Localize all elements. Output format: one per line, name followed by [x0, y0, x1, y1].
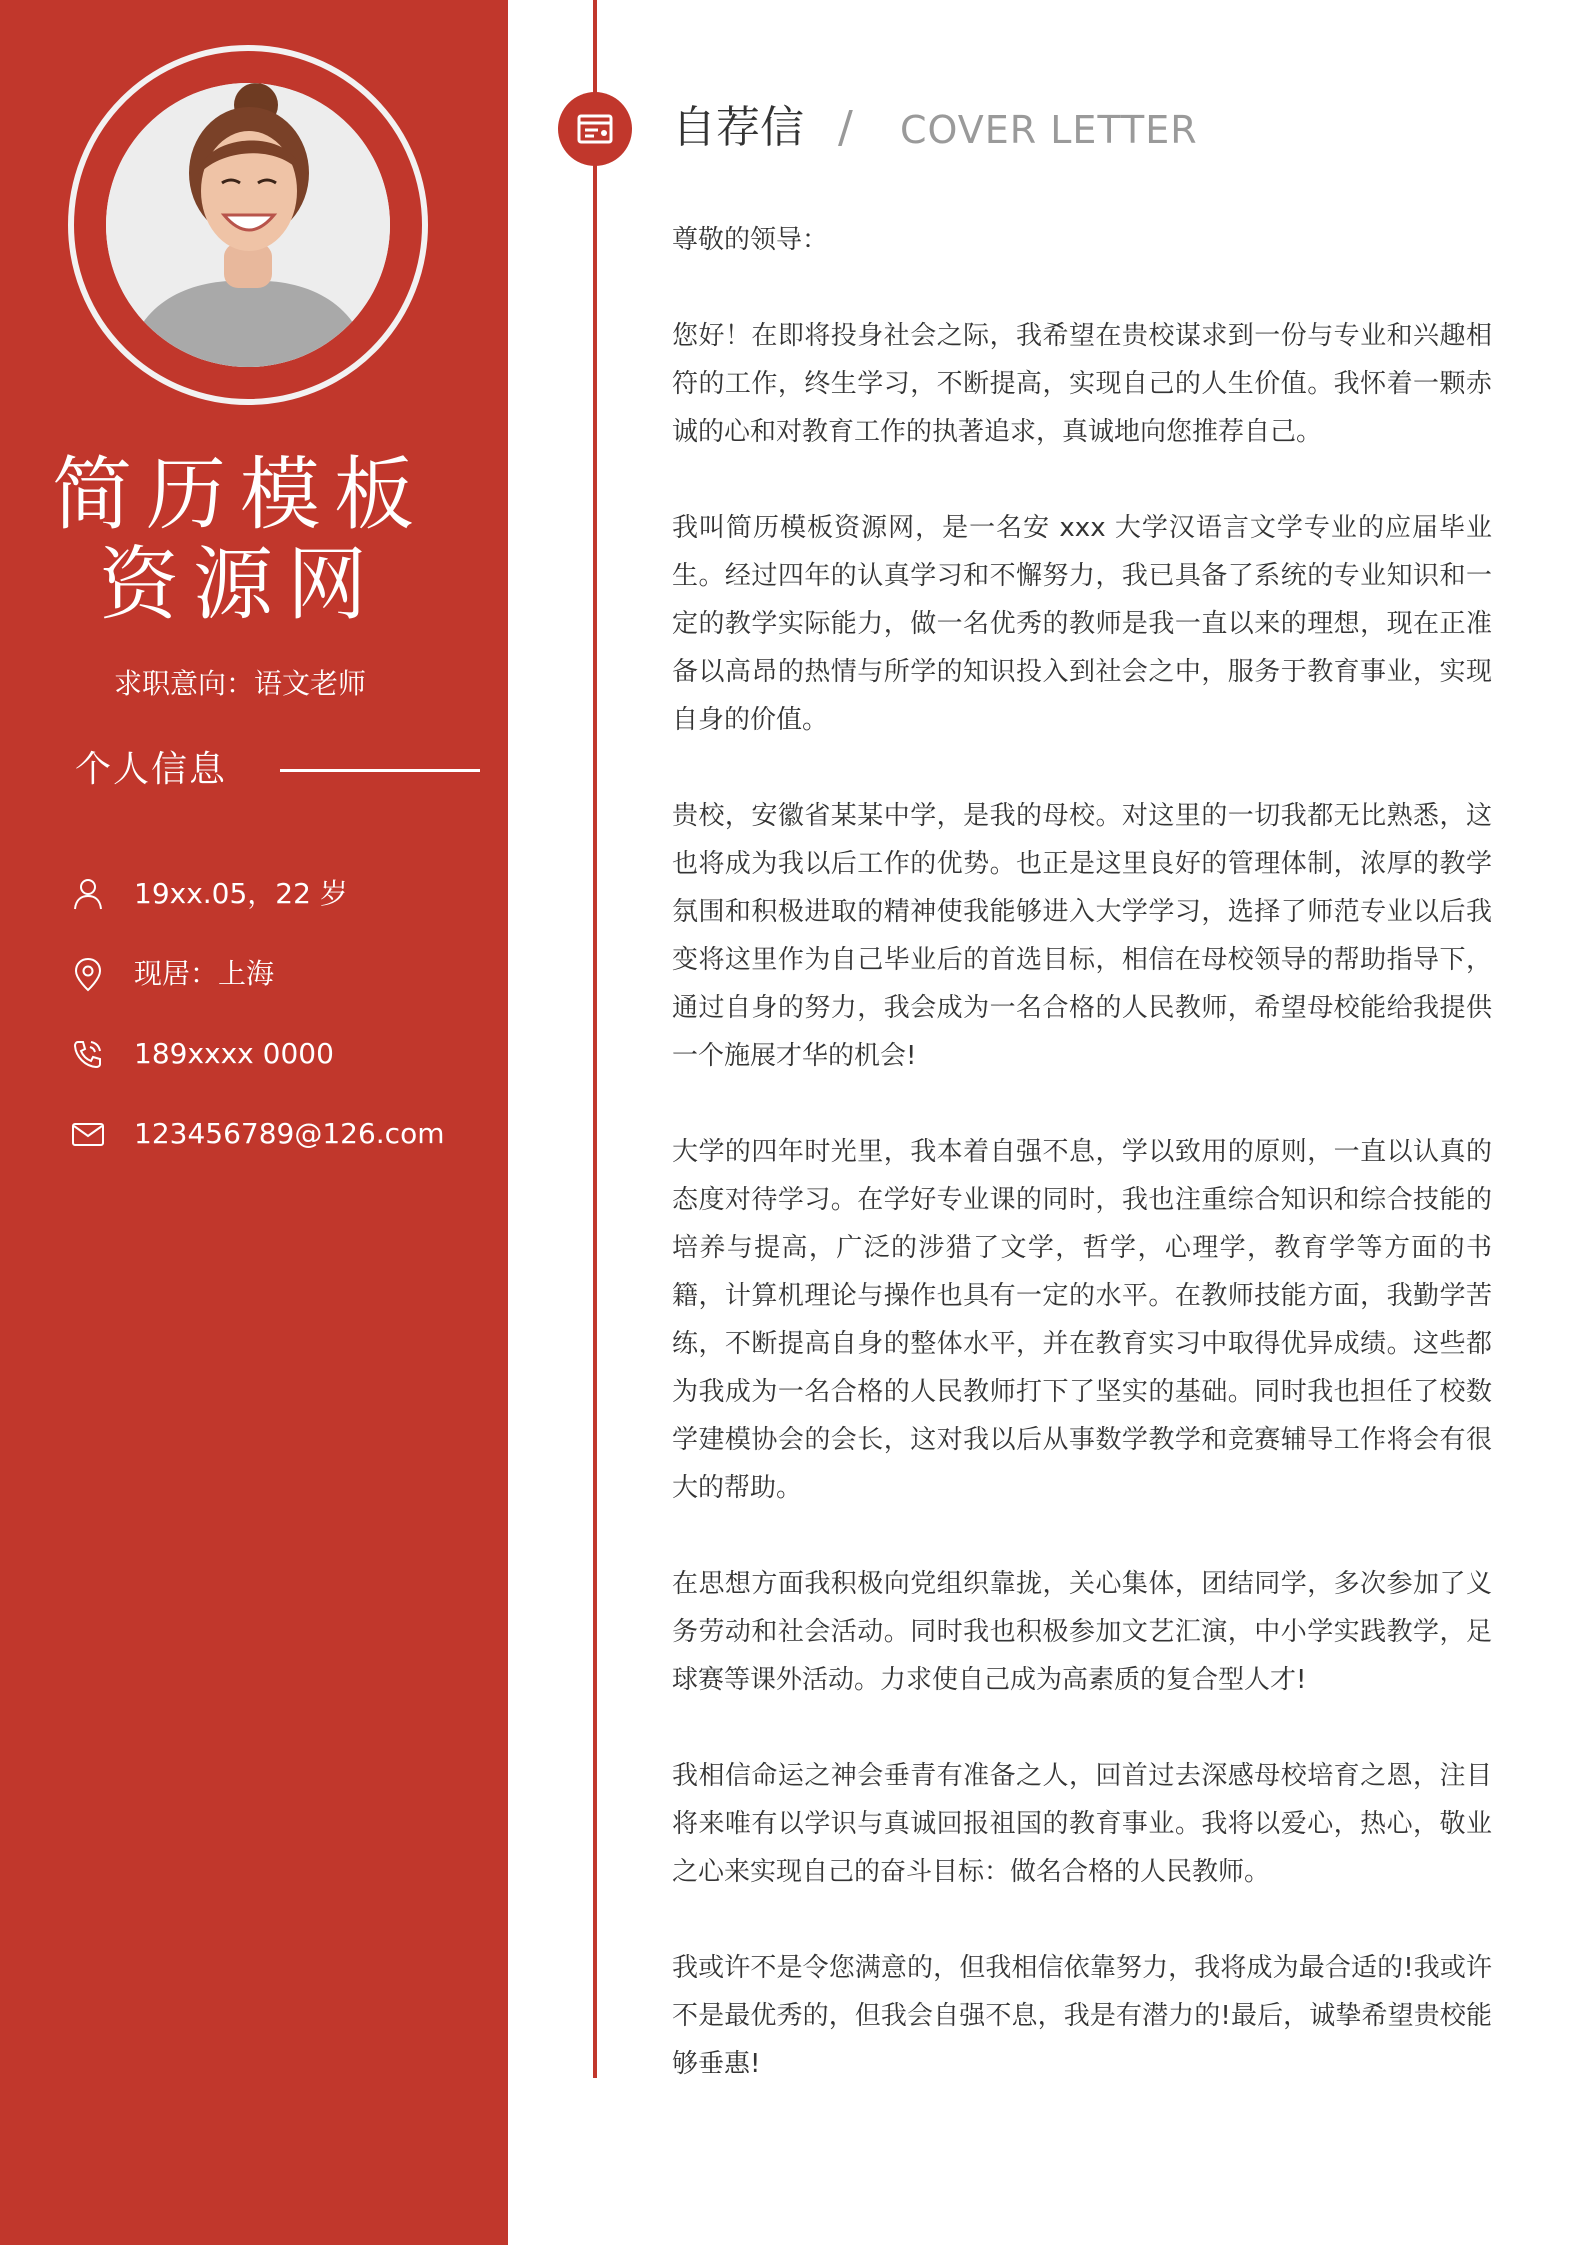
section-divider [280, 769, 480, 772]
letter-paragraph: 我叫简历模板资源网，是一名安 xxx 大学汉语言文学专业的应届毕业生。经过四年的认真学习和不懈努力，我已具备了系统的专业知识和一定的教学实际能力，做一名优秀的教师是我一直以来的理想，现在正准备以高昂的热情与所学的知识投入到社会之中，服务于教育事业，实现自身的价值。 [672, 513, 1492, 735]
document-icon [558, 92, 632, 166]
letter-greeting: 尊敬的领导： [672, 225, 829, 255]
mail-icon [70, 1116, 106, 1152]
user-icon [70, 876, 106, 912]
letter-paragraph: 在思想方面我积极向党组织靠拢，关心集体，团结同学，多次参加了义务劳动和社会活动。同时我也积极参加文艺汇演，中小学实践教学，足球赛等课外活动。力求使自己成为高素质的复合型人才! [672, 1569, 1492, 1695]
location-pin-icon [70, 956, 106, 992]
avatar [106, 83, 390, 367]
letter-paragraph: 贵校，安徽省某某中学，是我的母校。对这里的一切我都无比熟悉，这也将成为我以后工作的优势。也正是这里良好的管理体制，浓厚的教学氛围和积极进取的精神使我能够进入大学学习，选择了师范专业以后我变将这里作为自己毕业后的首选目标，相信在母校领导的帮助指导下，通过自身的努力，我会成为一名合格的人民教师，希望母校能给我提供一个施展才华的机会! [672, 801, 1492, 1071]
letter-paragraph: 我或许不是令您满意的，但我相信依靠努力，我将成为最合适的!我或许不是最优秀的，但我会自强不息，我是有潜力的!最后，诚挚希望贵校能够垂惠! [672, 1953, 1492, 2079]
job-intent: 求职意向：语文老师 [113, 667, 366, 700]
info-email-text: 123456789@126.com [134, 1117, 445, 1150]
letter-paragraph: 我相信命运之神会垂青有准备之人，回首过去深感母校培育之恩，注目将来唯有以学识与真诚回报祖国的教育事业。我将以爱心，热心，敬业之心来实现自己的奋斗目标：做名合格的人民教师。 [672, 1761, 1492, 1887]
page-title: 自荐信 [672, 102, 804, 153]
page-subtitle: COVER LETTER [900, 108, 1198, 152]
phone-icon [70, 1036, 106, 1072]
letter-paragraph: 您好！在即将投身社会之际，我希望在贵校谋求到一份与专业和兴趣相符的工作，终生学习，不断提高，实现自己的人生价值。我怀着一颗赤诚的心和对教育工作的执著追求，真诚地向您推荐自己。 [672, 321, 1492, 447]
info-phone-text: 189xxxx 0000 [134, 1037, 334, 1070]
cover-letter-badge [558, 92, 632, 166]
avatar-portrait-icon [106, 83, 390, 367]
letter-body [672, 216, 1492, 2136]
personal-info-title: 个人信息 [75, 749, 228, 790]
timeline-line [593, 0, 597, 2078]
sidebar [0, 0, 508, 2245]
title-separator: / [838, 102, 853, 153]
info-birth-text: 19xx.05，22 岁 [134, 877, 348, 910]
info-location-text: 现居：上海 [134, 957, 275, 990]
candidate-name-line2: 资源网 [99, 538, 381, 631]
candidate-name-line1: 简历模板 [52, 448, 428, 541]
letter-paragraph: 大学的四年时光里，我本着自强不息，学以致用的原则，一直以认真的态度对待学习。在学好专业课的同时，我也注重综合知识和综合技能的培养与提高，广泛的涉猎了文学，哲学，心理学，教育学等方面的书籍，计算机理论与操作也具有一定的水平。在教师技能方面，我勤学苦练，不断提高自身的整体水平，并在教育实习中取得优异成绩。这些都为我成为一名合格的人民教师打下了坚实的基础。同时我也担任了校数学建模协会的会长，这对我以后从事数学教学和竞赛辅导工作将会有很大的帮助。 [672, 1137, 1492, 1503]
